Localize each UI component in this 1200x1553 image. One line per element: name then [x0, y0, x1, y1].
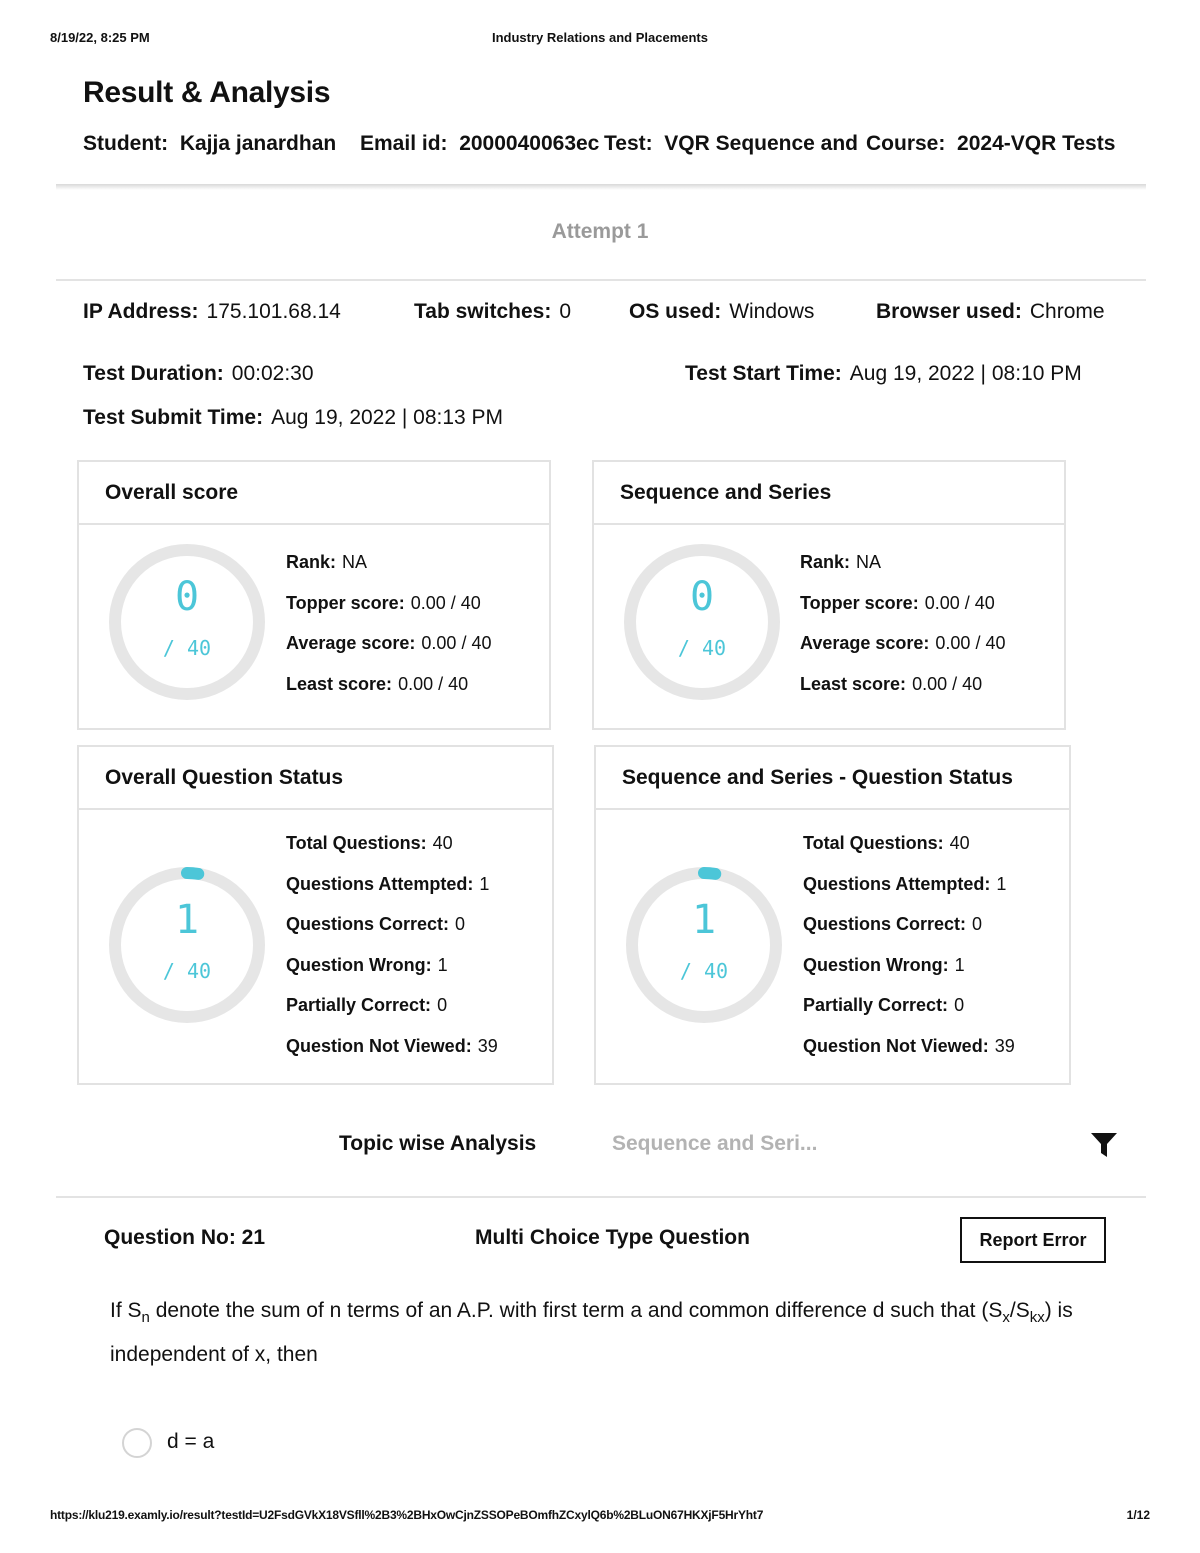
question-wrong: Question Wrong: 1	[803, 954, 965, 975]
score-donut	[105, 540, 269, 704]
question-not-viewed: Question Not Viewed: 39	[803, 1035, 1015, 1056]
total-questions: Total Questions: 40	[286, 833, 453, 853]
total-max: / 40	[679, 959, 729, 983]
question-not-viewed: Question Not Viewed: 39	[286, 1035, 498, 1056]
filter-icon-shape	[1090, 1132, 1118, 1158]
status-stats	[803, 833, 1015, 1076]
status-stats	[286, 833, 498, 1076]
print-date: 8/19/22, 8:25 PM	[50, 30, 150, 45]
questions-attempted: Questions Attempted: 1	[803, 873, 1007, 894]
test-value: VQR Sequence and	[664, 132, 859, 155]
page-number: 1/12	[1126, 1508, 1150, 1522]
topic-analysis-label: Topic wise Analysis	[339, 1132, 537, 1155]
rank: Rank: NA	[286, 552, 368, 572]
partially-correct: Partially Correct: 0	[803, 995, 965, 1015]
filter-icon[interactable]	[1090, 1132, 1118, 1158]
least-score: Least score: 0.00 / 40	[800, 673, 983, 694]
score-ring	[105, 540, 269, 704]
questions-attempted: Questions Attempted: 1	[286, 873, 490, 894]
question-text: If $S_n$ denote the sum of n terms of an A.P. with first term a and common difference d such that $(S_x/S_{kx})$ is independent of x, then	[110, 1299, 1073, 1367]
page-url: https://klu219.examly.io/result?testId=U2FsdGVkX18VSfll%2B3%2BHxOwCjnZSSOPeBOmfhZCxylQ6b%2BLuON67HKXjF5HrYht7	[50, 1508, 764, 1522]
total-questions: Total Questions: 40	[803, 833, 970, 853]
score-value: 0	[174, 574, 200, 620]
test-start-time: Test Start Time: Aug 19, 2022 | 08:10 PM	[685, 362, 1082, 385]
student-info-bar	[83, 132, 1133, 162]
questions-correct: Questions Correct: 0	[803, 914, 983, 934]
score-ring	[620, 540, 784, 704]
student-field: Student: Kajja janardhan	[83, 132, 337, 155]
topic-status-card	[594, 745, 1071, 1085]
print-title: Industry Relations and Placements	[491, 30, 708, 45]
score-max: / 40	[677, 636, 727, 660]
average-score: Average score: 0.00 / 40	[286, 633, 492, 653]
average-score: Average score: 0.00 / 40	[800, 633, 1006, 653]
score-stats	[800, 552, 1005, 714]
test-field: Test: VQR Sequence and	[604, 132, 866, 156]
score-max: / 40	[162, 636, 212, 660]
question-wrong: Question Wrong: 1	[286, 954, 448, 975]
total-max: / 40	[162, 959, 212, 983]
card-title: Sequence and Series	[594, 462, 1064, 525]
email-value: 2000040063ec	[459, 132, 600, 155]
status-ring	[105, 863, 269, 1027]
least-score: Least score: 0.00 / 40	[286, 673, 469, 694]
card-title: Overall Question Status	[79, 747, 552, 810]
overall-score-card	[77, 460, 551, 730]
score-value: 0	[689, 574, 715, 620]
divider	[56, 1196, 1146, 1198]
divider	[56, 279, 1146, 281]
rank: Rank: NA	[800, 552, 882, 572]
tab-switches: Tab switches: 0	[414, 300, 571, 323]
topic-score-card	[592, 460, 1066, 730]
partially-correct: Partially Correct: 0	[286, 995, 448, 1015]
card-title: Sequence and Series - Question Status	[596, 747, 1069, 810]
question-number: Question No: 21	[104, 1226, 266, 1249]
test-submit-time: Test Submit Time: Aug 19, 2022 | 08:13 PM	[83, 406, 504, 429]
question-type: Multi Choice Type Question	[475, 1226, 750, 1249]
print-header	[50, 30, 1150, 50]
report-error-button[interactable]: Report Error	[960, 1217, 1106, 1263]
status-ring	[622, 863, 786, 1027]
overall-status-card	[77, 745, 554, 1085]
ip-address: IP Address: 175.101.68.14	[83, 300, 341, 323]
card-title: Overall score	[79, 462, 549, 525]
attempted-value: 1	[174, 897, 200, 943]
status-donut	[105, 863, 269, 1027]
score-donut	[620, 540, 784, 704]
score-stats	[286, 552, 491, 714]
attempted-value: 1	[691, 897, 717, 943]
topper-score: Topper score: 0.00 / 40	[800, 592, 995, 613]
option-label: d = a	[167, 1430, 215, 1453]
status-donut	[622, 863, 786, 1027]
student-name: Kajja janardhan	[179, 132, 337, 155]
radio-button[interactable]	[122, 1428, 152, 1458]
attempt-tab[interactable]: Attempt 1	[551, 220, 649, 243]
page-title: Result & Analysis	[83, 76, 331, 109]
questions-correct: Questions Correct: 0	[286, 914, 466, 934]
course-value: 2024-VQR Tests	[957, 132, 1116, 155]
course-field: Course: 2024-VQR Tests	[866, 132, 1133, 156]
test-duration: Test Duration: 00:02:30	[83, 362, 314, 385]
topic-select[interactable]: Sequence and Seri...	[612, 1132, 818, 1155]
topper-score: Topper score: 0.00 / 40	[286, 592, 481, 613]
browser-used: Browser used: Chrome	[876, 300, 1105, 323]
os-used: OS used: Windows	[629, 300, 815, 323]
header-divider	[56, 184, 1146, 190]
email-field: Email id: 2000040063ec	[360, 132, 673, 156]
